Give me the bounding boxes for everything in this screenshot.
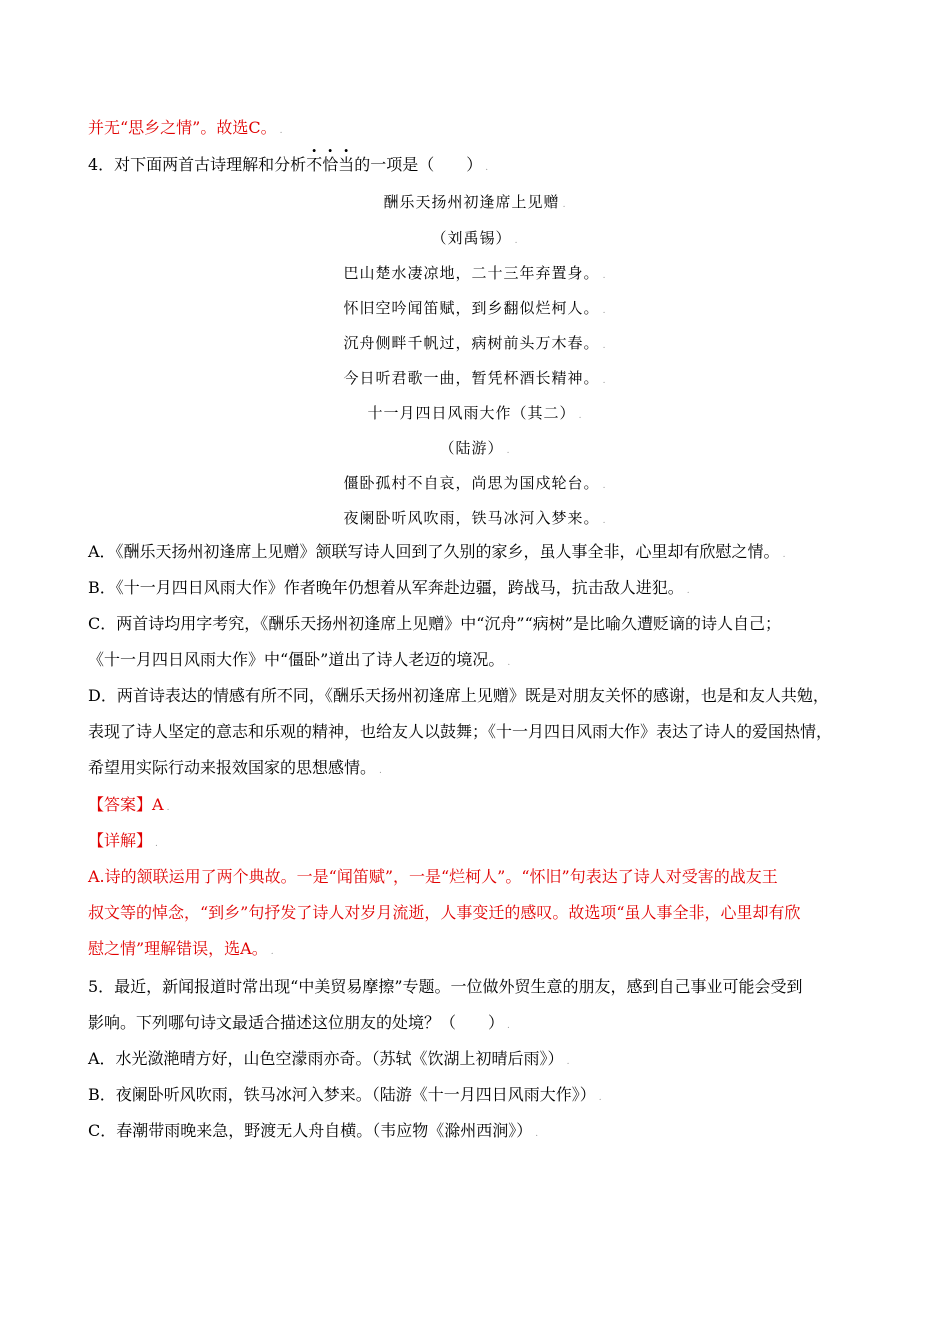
- poem2-author: （陆游） .: [439, 439, 511, 457]
- poem2-title: 十一月四日风雨大作（其二） .: [367, 404, 583, 422]
- q5-stem-line2: 影响。下列哪句诗文最适合描述这位朋友的处境？（ ） .: [88, 1013, 510, 1032]
- q5-option-c: C．春潮带雨晚来急，野渡无人舟自横。（韦应物《滁州西涧》） .: [88, 1121, 539, 1140]
- poem2-line-1: 僵卧孤村不自哀，尚思为国戍轮台。 .: [343, 474, 607, 492]
- q5-stem-line1: 5．最近，新闻报道时常出现“中美贸易摩擦”专题。一位做外贸生意的朋友，感到自己事业可能会受到: [88, 977, 803, 996]
- q4-detail-line2: 叔文等的悼念，“到乡”句抒发了诗人对岁月流逝，人事变迁的感叹。故选项“虽人事全非，心里却有欣: [88, 903, 801, 922]
- q4-answer: 【答案】A .: [88, 795, 170, 814]
- poem1-line-1: 巴山楚水凄凉地，二十三年弃置身。 .: [343, 264, 607, 282]
- q4-detail-label: 【详解】 .: [88, 831, 158, 850]
- prev-tail-text: 并无“思乡之情”。故选C。: [88, 118, 277, 137]
- poem1-title: 酬乐天扬州初逢席上见赠 .: [383, 193, 567, 211]
- prev-answer-tail: 并无“思乡之情”。故选C。 .: [88, 118, 283, 137]
- q4-option-d-line1: D．两首诗表达的情感有所不同，《酬乐天扬州初逢席上见赠》既是对朋友关怀的感谢，也是和友人共勉，: [88, 686, 829, 705]
- poem1-line-4: 今日听君歌一曲，暂凭杯酒长精神。 .: [343, 369, 607, 387]
- poem1-line-3: 沉舟侧畔千帆过，病树前头万木春。 .: [343, 334, 607, 352]
- q4-option-d-line3: 希望用实际行动来报效国家的思想感情。 .: [88, 758, 382, 777]
- poem1-author: （刘禹锡） .: [431, 229, 519, 247]
- q5-option-a: A．水光潋滟晴方好，山色空濛雨亦奇。（苏轼《饮湖上初晴后雨》） .: [88, 1049, 570, 1068]
- poem1-line-2: 怀旧空吟闻笛赋，到乡翻似烂柯人。 .: [343, 299, 607, 317]
- q4-option-b: B．《十一月四日风雨大作》作者晚年仍想着从军奔赴边疆，跨战马，抗击敌人进犯。 .: [88, 578, 690, 597]
- q4-option-a: A．《酬乐天扬州初逢席上见赠》颔联写诗人回到了久别的家乡，虽人事全非，心里却有欣慰之情。 .: [88, 542, 786, 561]
- q4-option-d-line2: 表现了诗人坚定的意志和乐观的精神，也给友人以鼓舞；《十一月四日风雨大作》表达了诗人的爱国热情，: [88, 722, 833, 741]
- q4-option-c-line1: C．两首诗均用字考究，《酬乐天扬州初逢席上见赠》中“沉舟”“病树”是比喻久遭贬谪的诗人自己；: [88, 614, 781, 633]
- q4-detail-line1: A.诗的颔联运用了两个典故。一是“闻笛赋”，一是“烂柯人”。“怀旧”句表达了诗人对受害的战友王: [88, 867, 778, 886]
- poem2-line-2: 夜阑卧听风吹雨，铁马冰河入梦来。 .: [343, 509, 607, 527]
- q4-detail-line3: 慰之情”理解错误，选A。 .: [88, 939, 274, 958]
- q4-stem: 4．对下面两首古诗理解和分析不恰当的一项是（ ） .: [88, 155, 489, 174]
- q5-option-b: B．夜阑卧听风吹雨，铁马冰河入梦来。（陆游《十一月四日风雨大作》） .: [88, 1085, 602, 1104]
- q4-option-c-line2: 《十一月四日风雨大作》中“僵卧”道出了诗人老迈的境况。 .: [88, 650, 511, 669]
